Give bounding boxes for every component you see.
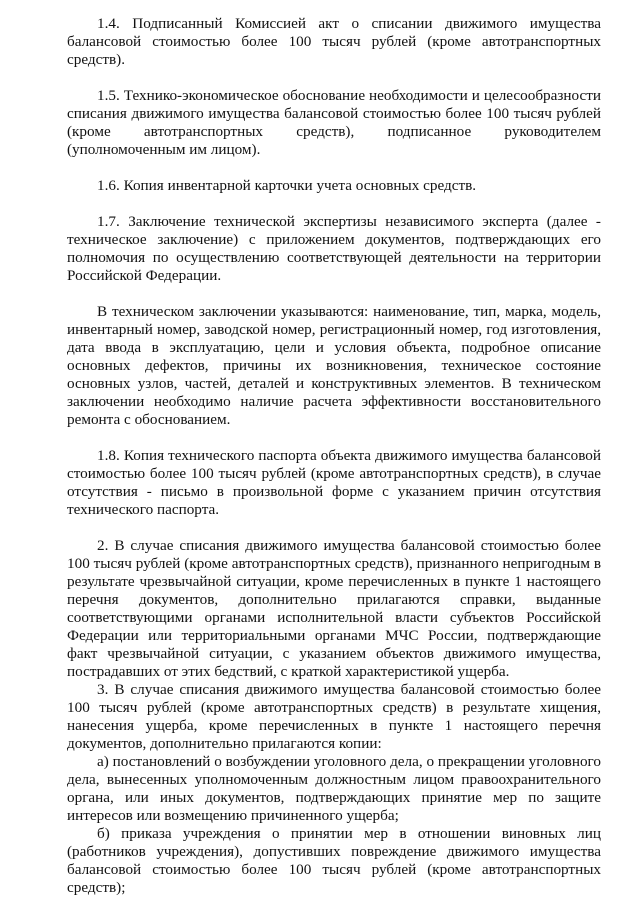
paragraph-technical-conclusion: В техническом заключении указываются: наименование, тип, марка, модель, инвентарный номер, заводской номер, регистрационный номер, год изготовления, дата ввода в эксплуатацию, цели и условия объекта, подробное описание основных дефектов, причины их возникновения, техническое состояние основных узлов, частей, деталей и конструктивных элементов. В техническом заключении необходимо наличие расчета эффективности восстановительного ремонта с обоснованием. — [67, 303, 601, 428]
paragraph-1-7: 1.7. Заключение технической экспертизы независимого эксперта (далее - техническое заключение) с приложением документов, подтверждающих его полномочия по осуществлению соответствующей деятельности на территории Российской Федерации. — [67, 213, 601, 284]
paragraph-3: 3. В случае списания движимого имущества балансовой стоимостью более 100 тысяч рублей (кроме автотранспортных средств) в результате хищения, нанесения ущерба, кроме перечисленных в пункте 1 настоящего перечня документов, дополнительно прилагаются копии: — [67, 681, 601, 752]
paragraph-1-5: 1.5. Технико-экономическое обоснование необходимости и целесообразности списания движимого имущества балансовой стоимостью более 100 тысяч рублей (кроме автотранспортных средств), подписанное руководителем (уполномоченным им лицом). — [67, 87, 601, 158]
document-body — [67, 15, 601, 897]
paragraph-1-8: 1.8. Копия технического паспорта объекта движимого имущества балансовой стоимостью более 100 тысяч рублей (кроме автотранспортных средств), в случае отсутствия - письмо в произвольной форме с указанием причин отсутствия технического паспорта. — [67, 447, 601, 518]
paragraph-3-b: б) приказа учреждения о принятии мер в отношении виновных лиц (работников учреждения), допустивших повреждение движимого имущества балансовой стоимостью более 100 тысяч рублей (кроме автотранспортных средств); — [67, 825, 601, 896]
paragraph-2: 2. В случае списания движимого имущества балансовой стоимостью более 100 тысяч рублей (кроме автотранспортных средств), признанного непригодным в результате чрезвычайной ситуации, кроме перечисленных в пункте 1 настоящего перечня документов, дополнительно прилагаются справки, выданные соответствующими органами исполнительной власти субъектов Российской Федерации или территориальными органами МЧС России, подтверждающие факт чрезвычайной ситуации, с указанием объектов движимого имущества, пострадавших от этих бедствий, с краткой характеристикой ущерба. — [67, 537, 601, 680]
paragraph-1-6: 1.6. Копия инвентарной карточки учета основных средств. — [97, 177, 477, 194]
paragraph-1-4: 1.4. Подписанный Комиссией акт о списании движимого имущества балансовой стоимостью более 100 тысяч рублей (кроме автотранспортных средств). — [67, 15, 601, 68]
paragraph-3-a: а) постановлений о возбуждении уголовного дела, о прекращении уголовного дела, вынесенных уполномоченным должностным лицом правоохранительного органа, или иных документов, подтверждающих принятие мер по защите интересов или возмещению причиненного ущерба; — [67, 753, 601, 824]
